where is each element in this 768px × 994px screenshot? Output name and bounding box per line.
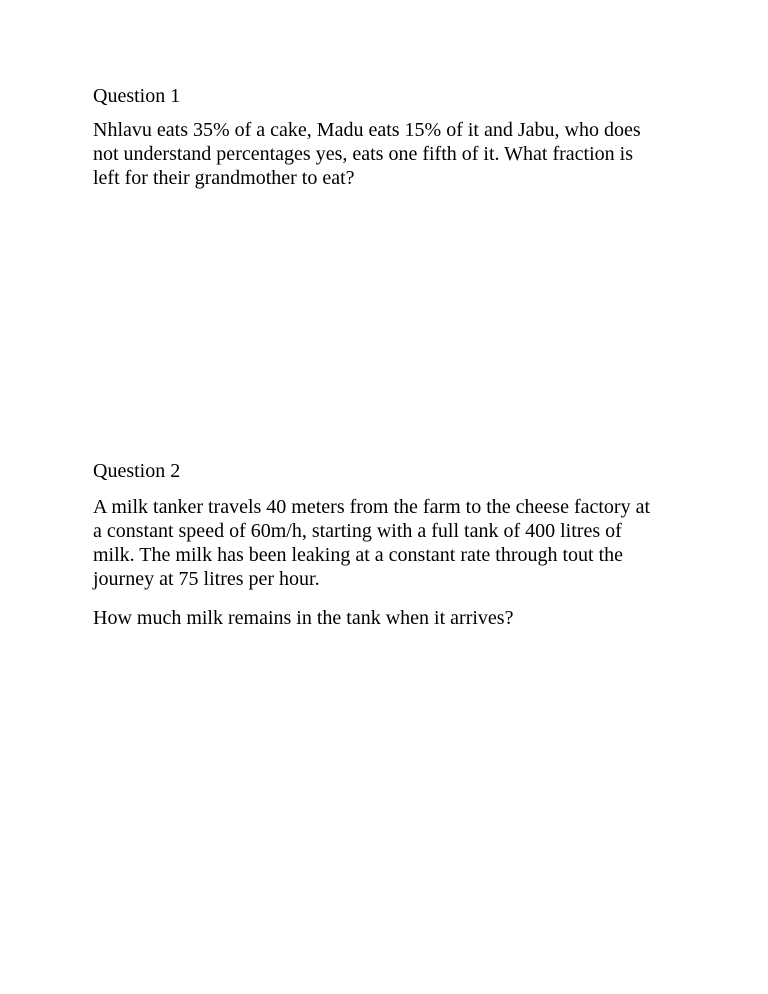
question-1-title: Question 1: [93, 85, 181, 107]
text-line: left for their grandmother to eat?: [93, 167, 355, 189]
question-1-text: [93, 118, 733, 190]
text-line: journey at 75 litres per hour.: [93, 568, 320, 590]
text-line: A milk tanker travels 40 meters from the farm to the cheese factory at: [93, 496, 651, 518]
text-line: a constant speed of 60m/h, starting with a full tank of 400 litres of: [93, 520, 622, 542]
question-2-title: Question 2: [93, 460, 181, 482]
text-line: not understand percentages yes, eats one fifth of it. What fraction is: [93, 143, 634, 165]
question-2-text: [93, 495, 733, 591]
text-line: Nhlavu eats 35% of a cake, Madu eats 15% of it and Jabu, who does: [93, 119, 641, 141]
text-line: milk. The milk has been leaking at a constant rate through tout the: [93, 544, 624, 566]
question-2-ask: How much milk remains in the tank when it arrives?: [93, 607, 514, 629]
